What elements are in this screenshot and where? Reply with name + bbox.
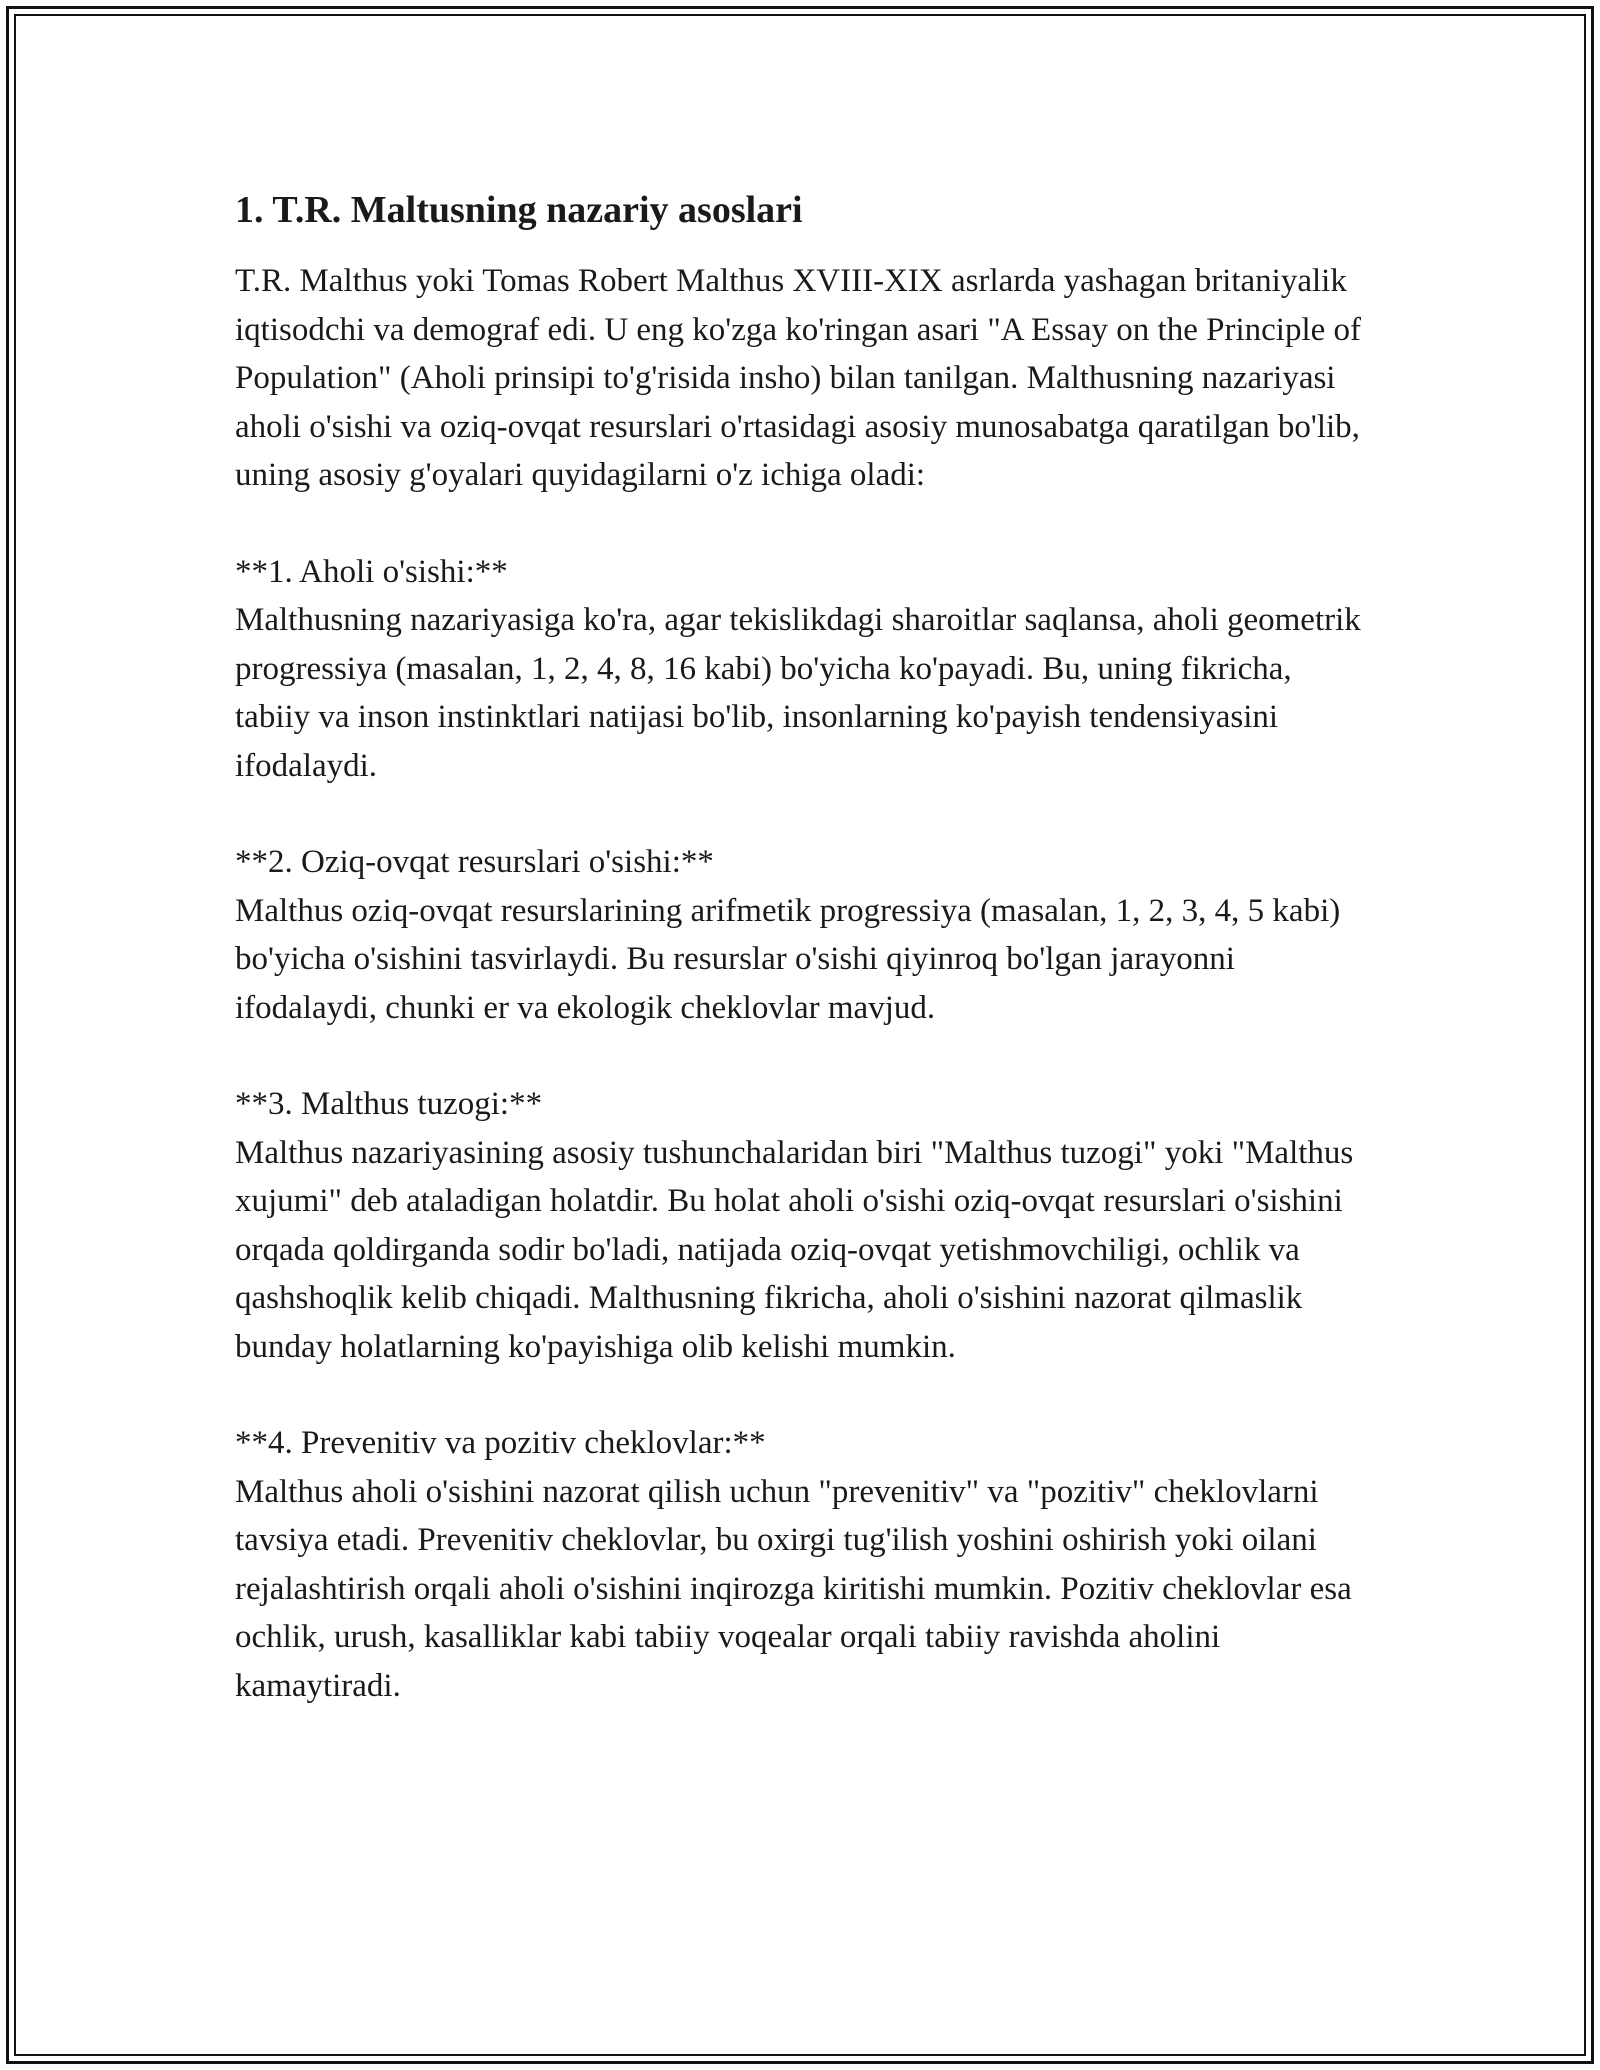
subsection-body: Malthus nazariyasining asosiy tushunchalaridan biri "Malthus tuzogi" yoki "Malthus xujumi" deb ataladigan holatdir. Bu holat aholi o'sishi oziq-ovqat resurslari o'sishini orqada qoldirganda sodir bo'ladi, natijada oziq-ovqat yetishmovchiligi, ochlik va qashshoqlik kelib chiqadi. Malthusning fikricha, aholi o'sishini nazorat qilmaslik bunday holatlarning ko'payishiga olib kelishi mumkin. — [235, 1134, 1354, 1365]
subsection-title: **4. Prevenitiv va pozitiv cheklovlar:** — [235, 1425, 766, 1461]
subsection-malthus-trap — [235, 1080, 1365, 1371]
subsection-body: Malthus aholi o'sishini nazorat qilish uchun "prevenitiv" va "pozitiv" cheklovlarni tavsiya etadi. Prevenitiv cheklovlar, bu oxirgi tug'ilish yoshini oshirish yoki oilani rejalashtirish orqali aholi o'sishini inqirozga kiritishi mumkin. Pozitiv cheklovlar esa ochlik, urush, kasalliklar kabi tabiiy voqealar orqali tabiiy ravishda aholini kamaytiradi. — [235, 1473, 1352, 1704]
section-heading: 1. T.R. Maltusning nazariy asoslari — [235, 189, 803, 231]
document-body — [235, 185, 1365, 1710]
subsection-food-resources — [235, 838, 1365, 1032]
intro-paragraph: T.R. Malthus yoki Tomas Robert Malthus XVIII-XIX asrlarda yashagan britaniyalik iqtisodchi va demograf edi. U eng ko'zga ko'ringan asari "A Essay on the Principle of Population" (Aholi prinsipi to'g'risida insho) bilan tanilgan. Malthusning nazariyasi aholi o'sishi va oziq-ovqat resurslari o'rtasidagi asosiy munosabatga qaratilgan bo'lib, uning asosiy g'oyalari quyidagilarni o'z ichiga oladi: — [235, 263, 1361, 493]
subsection-title: **1. Aholi o'sishi:** — [235, 553, 508, 590]
subsection-body: Malthusning nazariyasiga ko'ra, agar tekislikdagi sharoitlar saqlansa, aholi geometrik progressiya (masalan, 1, 2, 4, 8, 16 kabi) bo'yicha ko'payadi. Bu, uning fikricha, tabiiy va inson instinktlari natijasi bo'lib, insonlarning ko'payish tendensiyasini ifodalaydi. — [235, 602, 1361, 784]
subsection-population-growth — [235, 548, 1365, 791]
subsection-title: **3. Malthus tuzogi:** — [235, 1086, 543, 1122]
subsection-body: Malthus oziq-ovqat resurslarining arifmetik progressiya (masalan, 1, 2, 3, 4, 5 kabi) bo'yicha o'sishini tasvirlaydi. Bu resurslar o'sishi qiyinroq bo'lgan jarayonni ifodalaydi, chunki er va ekologik cheklovlar mavjud. — [235, 892, 1341, 1026]
subsection-title: **2. Oziq-ovqat resurslari o'sishi:** — [235, 844, 714, 880]
subsection-checks — [235, 1419, 1365, 1710]
